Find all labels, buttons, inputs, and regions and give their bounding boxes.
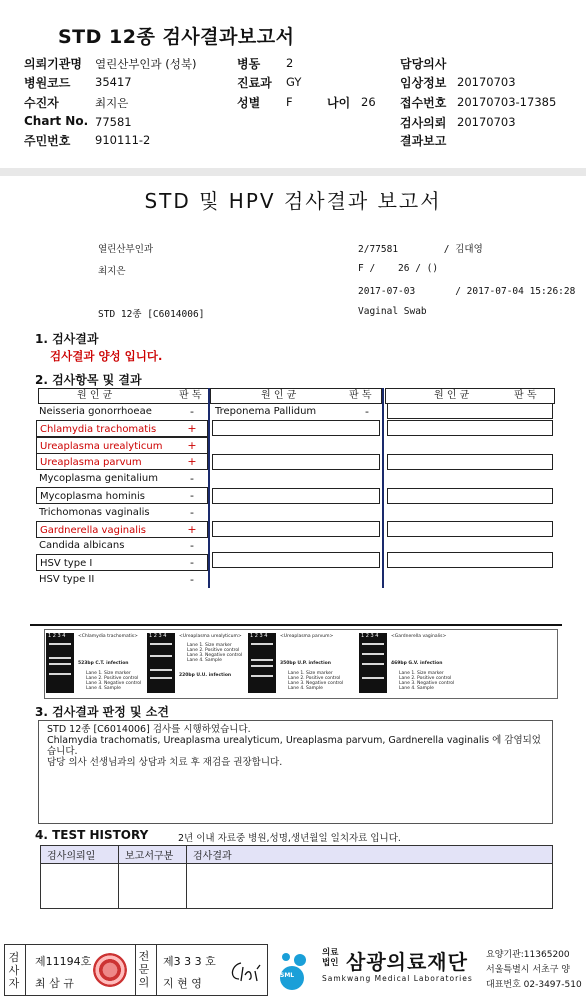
value-hospital-code: 35417	[95, 75, 132, 89]
gel-band	[251, 675, 273, 677]
gel-legend-line: Lane 4. Sample	[187, 658, 222, 663]
gel-title: <Ureaplasma parvum>	[280, 634, 334, 639]
gel-band	[150, 669, 172, 671]
gel-legend-line: Lane 3. Negative control	[187, 653, 243, 658]
history-row-empty	[41, 864, 553, 909]
value-ward: 2	[286, 56, 294, 70]
header-judgement: 판 독	[514, 390, 537, 401]
comment-line: 담당 의사 선생님과의 상담과 치료 후 재검을 권장합니다.	[47, 757, 283, 768]
gel-band	[49, 643, 71, 645]
gel-legend-line: Lane 4. Sample	[86, 686, 121, 691]
signature-icon	[227, 959, 263, 985]
gel-band	[362, 663, 384, 665]
gel-image	[147, 633, 175, 693]
label-receipt-no: 접수번호	[400, 96, 447, 110]
gel-legend-line: Lane 2. Positive control	[86, 676, 139, 681]
gel-legend	[288, 671, 343, 691]
label-institution: 의뢰기관명	[24, 57, 82, 71]
gel-legend-line: Lane 1. Size marker	[187, 643, 232, 648]
value-age: 26	[361, 95, 376, 109]
section-1-title: 1. 검사결과	[35, 332, 99, 346]
gel-lanes: 1 2 3 4	[149, 633, 167, 639]
judgement-value: +	[187, 438, 197, 452]
pathogen-name: Candida albicans	[39, 540, 125, 552]
pathogen-name: Trichomonas vaginalis	[39, 506, 150, 518]
pathogen-name: Ureaplasma urealyticum	[36, 437, 208, 454]
report-test-code: STD 12종 [C6014006]	[98, 309, 205, 320]
pathogen-name: Mycoplasma hominis	[36, 487, 208, 504]
org-info-3: 대표번호 02-3497-510	[486, 980, 582, 990]
value-institution: 열린산부인과 (성북)	[95, 57, 197, 71]
judgement-value: +	[187, 455, 197, 469]
org-info-2: 서울특별시 서초구 양	[486, 965, 570, 975]
judgement-value: -	[190, 556, 194, 570]
gel-panel	[46, 633, 144, 695]
gel-legend	[187, 643, 242, 663]
pathogen-name: Ureaplasma parvum	[36, 453, 208, 470]
specialist-license: 제3 3 3 호	[163, 955, 216, 968]
history-note: 2년 이내 자료중 병원,성명,생년월일 일치자료 입니다.	[178, 833, 401, 844]
gel-band	[251, 665, 273, 667]
examiner-license: 제11194호	[35, 955, 92, 968]
report-hospital: 열린산부인과	[98, 244, 154, 255]
gel-lanes: 1 2 3 4	[48, 633, 66, 639]
grid-header-col1	[38, 388, 210, 404]
empty-result-box	[387, 488, 553, 504]
gel-legend-line: Lane 1. Size marker	[399, 671, 444, 676]
header-judgement: 판 독	[179, 390, 202, 401]
org-english-name: Samkwang Medical Laboratories	[322, 974, 473, 983]
gel-lanes: 1 2 3 4	[250, 633, 268, 639]
pathogen-name: Mycoplasma genitalium	[39, 473, 158, 485]
gel-title: <Chlamydia trachomatis>	[78, 634, 138, 639]
empty-result-box	[387, 420, 553, 436]
report-chart-doctor: 2/77581 / 김대영	[358, 244, 483, 255]
pathogen-name-treponema: Treponema Pallidum	[215, 406, 317, 417]
gel-legend-line: Lane 2. Positive control	[288, 676, 341, 681]
value-chart-no: 77581	[95, 115, 132, 129]
value-clinical-info: 20170703	[457, 75, 516, 89]
gel-legend	[399, 671, 454, 691]
column-divider	[208, 388, 210, 588]
judgement-value: +	[187, 522, 197, 536]
label-ward: 병동	[237, 57, 261, 71]
pathogen-name: Neisseria gonorrhoeae	[39, 406, 152, 417]
label-age: 나이	[327, 96, 351, 110]
judgement-value: -	[190, 405, 194, 418]
report-patient: 최지은	[98, 266, 126, 277]
empty-result-box	[387, 552, 553, 568]
value-sex: F	[286, 95, 293, 109]
pathogen-name: HSV type II	[39, 574, 95, 585]
gel-band	[150, 655, 172, 657]
report-specimen: Vaginal Swab	[358, 306, 427, 317]
sml-logo-text: SML	[280, 972, 295, 979]
gel-panel	[359, 633, 457, 695]
gel-band	[150, 677, 172, 679]
gel-image	[359, 633, 387, 693]
overall-result: 검사결과 양성 입니다.	[50, 349, 163, 363]
gel-title: <Gardnerella vaginalis>	[391, 634, 447, 639]
comment-line: Chlamydia trachomatis, Ureaplasma urealyticum, Ureaplasma parvum, Gardnerella vaginalis 에 감염되었습니다.	[47, 735, 541, 757]
grid-header-col3	[385, 388, 555, 404]
examiner-label: 검사자	[8, 951, 20, 990]
gel-legend	[86, 671, 141, 691]
judgement-value: -	[190, 573, 194, 586]
header-judgement: 판 독	[349, 390, 372, 401]
gel-band	[362, 677, 384, 679]
divider	[156, 945, 157, 995]
label-sex: 성별	[237, 96, 261, 110]
gel-title: <Ureaplasma urealyticum>	[179, 634, 242, 639]
gel-image	[46, 633, 74, 693]
gel-band	[362, 643, 384, 645]
empty-result-box	[212, 521, 380, 537]
org-branding	[270, 944, 582, 996]
gel-band-label: 523bp C.T. infection	[78, 661, 129, 666]
value-resident-no: 910111-2	[95, 133, 151, 147]
report-dates: 2017-07-03 / 2017-07-04 15:26:28	[358, 286, 576, 297]
pathogen-name: Chlamydia trachomatis	[36, 420, 208, 437]
gel-image	[248, 633, 276, 693]
signature-footer	[4, 944, 582, 996]
label-department: 진료과	[237, 76, 272, 90]
empty-result-box	[212, 454, 380, 470]
sml-logo-icon	[274, 950, 310, 990]
label-chart-no: Chart No.	[24, 114, 89, 128]
gel-legend-line: Lane 3. Negative control	[399, 681, 455, 686]
header-pathogen: 원 인 균	[77, 390, 113, 401]
label-result-report: 결과보고	[400, 134, 447, 148]
empty-result-box	[387, 521, 553, 537]
gel-legend-line: Lane 3. Negative control	[86, 681, 142, 686]
specialist-name: 지 현 영	[163, 977, 202, 990]
judgement-value: -	[190, 539, 194, 553]
gel-band	[150, 643, 172, 645]
section-3-title: 3. 검사결과 판정 및 소견	[35, 705, 169, 719]
gel-lanes: 1 2 3 4	[361, 633, 379, 639]
value-receipt-no: 20170703-17385	[457, 95, 557, 109]
gel-band-label: 469bp G.V. infection	[391, 661, 443, 666]
grid-header-col2	[210, 388, 382, 404]
label-patient: 수진자	[24, 96, 59, 110]
column-divider	[382, 388, 384, 588]
examiner-seal	[93, 953, 127, 987]
gel-band-label: 350bp U.P. infection	[280, 661, 331, 666]
section-2-title: 2. 검사항목 및 결과	[35, 373, 142, 387]
gel-band	[49, 663, 71, 665]
empty-result-box	[212, 488, 380, 504]
gel-band	[251, 659, 273, 661]
pathogen-name: Gardnerella vaginalis	[36, 521, 208, 538]
gel-band	[49, 673, 71, 675]
header-pathogen: 원 인 균	[434, 390, 470, 401]
divider	[25, 945, 26, 995]
label-clinical-info: 임상정보	[400, 76, 447, 90]
gel-panel	[147, 633, 245, 695]
gel-legend-line: Lane 2. Positive control	[187, 648, 240, 653]
gel-panel	[248, 633, 346, 695]
header-pathogen: 원 인 균	[261, 390, 297, 401]
org-info-1: 요양기관:11365200	[486, 950, 570, 960]
history-col-report-type: 보고서구분	[119, 846, 187, 864]
examiner-box	[4, 944, 268, 996]
judgement-value: -	[190, 489, 194, 502]
judgement-value: -	[190, 505, 194, 519]
empty-result-box	[387, 454, 553, 470]
value-patient: 최지은	[95, 96, 129, 110]
report-title: STD 및 HPV 검사결과 보고서	[144, 189, 442, 213]
empty-result-box	[212, 420, 380, 436]
value-department: GY	[286, 75, 302, 89]
judgement-value: +	[187, 421, 197, 435]
page-separator	[0, 168, 586, 176]
history-col-result: 검사결과	[187, 846, 553, 864]
gel-legend-line: Lane 3. Negative control	[288, 681, 344, 686]
gel-strip-top-rule	[30, 624, 562, 626]
section-4-title: 4. TEST HISTORY	[35, 828, 149, 842]
empty-result-box	[212, 552, 380, 568]
history-table	[40, 845, 553, 909]
report-header-title: STD 12종 검사결과보고서	[58, 26, 295, 48]
org-prefix: 의료법인	[322, 948, 339, 968]
examiner-name: 최 삼 규	[35, 977, 74, 990]
value-request-date: 20170703	[457, 115, 516, 129]
gel-legend-line: Lane 2. Positive control	[399, 676, 452, 681]
interpretation-comment	[38, 720, 553, 824]
gel-legend-line: Lane 4. Sample	[288, 686, 323, 691]
gel-band	[49, 657, 71, 659]
gel-legend-line: Lane 1. Size marker	[86, 671, 131, 676]
comment-line: STD 12종 [C6014006] 검사를 시행하였습니다.	[47, 724, 251, 735]
gel-legend-line: Lane 4. Sample	[399, 686, 434, 691]
label-resident-no: 주민번호	[24, 134, 71, 148]
report-sex-age: F / 26 / ()	[358, 263, 439, 274]
label-doctor: 담당의사	[400, 57, 447, 71]
specialist-label: 전문의	[138, 950, 150, 989]
judgement-value: -	[190, 472, 194, 486]
org-name: 삼광의료재단	[346, 950, 468, 974]
gel-legend-line: Lane 1. Size marker	[288, 671, 333, 676]
pathogen-name: HSV type I	[36, 554, 208, 571]
gel-band-label: 220bp U.U. infection	[179, 673, 232, 678]
label-hospital-code: 병원코드	[24, 76, 71, 90]
divider	[135, 945, 136, 995]
gel-band	[251, 643, 273, 645]
label-request-date: 검사의뢰	[400, 116, 447, 130]
empty-result-box	[387, 403, 553, 419]
gel-band	[362, 653, 384, 655]
history-col-request-date: 검사의뢰일	[41, 846, 119, 864]
judgement-treponema: -	[365, 405, 369, 418]
